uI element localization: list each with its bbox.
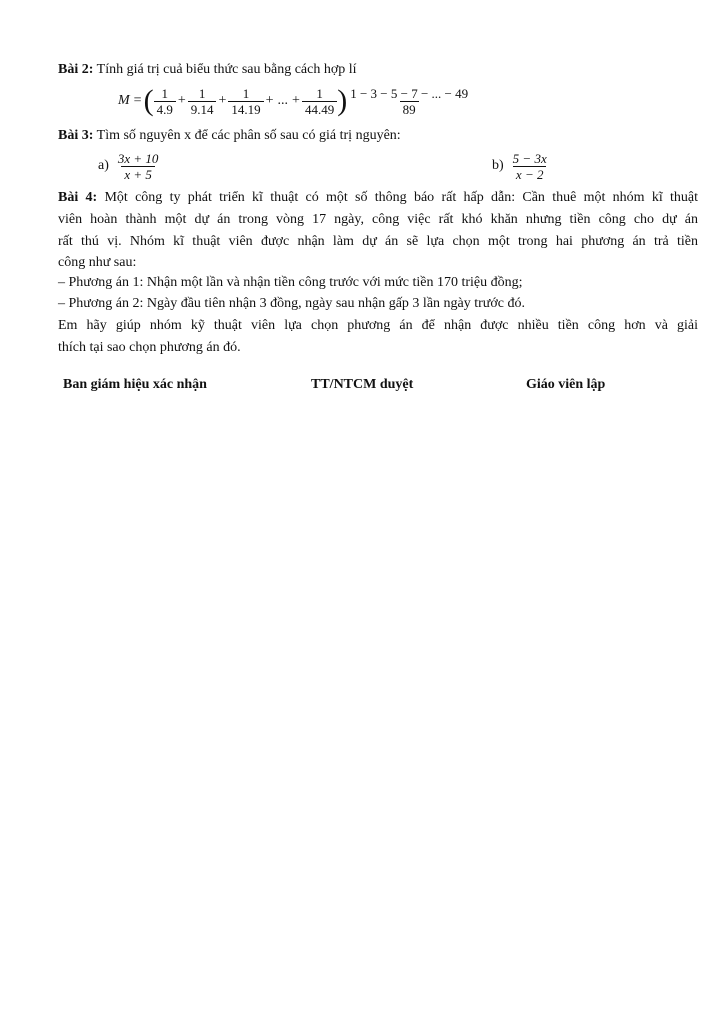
bai2-heading xyxy=(58,61,698,79)
fraction-3: $\frac{1}{14.19}$ xyxy=(228,86,263,117)
bai4-line-2: viên hoàn thành một dự án trong vòng 17 ngày, công việc rất khó khăn nhưng tiền công cho dự án xyxy=(58,212,698,227)
bai2-expression xyxy=(116,80,725,122)
plus-sign: + xyxy=(265,93,274,108)
bai3-label: Bài 3: xyxy=(58,128,94,143)
part-a-label: a) xyxy=(98,158,109,173)
bai4-line-8: thích tại sao chọn phương án đó. xyxy=(58,340,241,355)
bai3-part-b xyxy=(492,148,550,184)
bai4-option-1: – Phương án 1: Nhận một lần và nhận tiền công trước với mức tiền 170 triệu đồng; xyxy=(58,275,523,290)
signature-principal: Ban giám hiệu xác nhận xyxy=(63,377,207,392)
bai2-label: Bài 2: xyxy=(58,62,94,77)
plus-sign: + xyxy=(177,93,186,108)
bai4-line-4: công như sau: xyxy=(58,255,137,270)
m-variable: M xyxy=(118,93,130,108)
part-a-fraction: $\frac{3x + 10}{x + 5}$ xyxy=(117,150,159,182)
fraction-1: $\frac{1}{4.9}$ xyxy=(154,86,176,117)
bai3-heading xyxy=(58,127,698,145)
bai3-text: Tìm số nguyên x để các phân số sau có giá trị nguyên: xyxy=(93,128,401,143)
bai4-line-1 xyxy=(58,189,698,207)
equals-sign: = xyxy=(133,93,142,108)
bai4-text-1: Một công ty phát triển kĩ thuật có một số thông báo rất hấp dẫn: Cần thuê một nhóm kĩ thuật xyxy=(97,190,698,205)
fraction-2: $\frac{1}{9.14}$ xyxy=(188,86,217,117)
bai4-line-7: Em hãy giúp nhóm kỹ thuật viên lựa chọn phương án để nhận được nhiều tiền công hơn và giải xyxy=(58,318,698,333)
right-paren: ) xyxy=(337,84,348,117)
signature-department-head: TT/NTCM duyệt xyxy=(311,377,414,392)
bai4-line-3: rất thú vị. Nhóm kĩ thuật viên được nhận làm dự án sẽ lựa chọn một trong hai phương án trả tiền xyxy=(58,234,698,249)
plus-sign: + xyxy=(218,93,227,108)
part-b-label: b) xyxy=(492,158,504,173)
plus-sign: + xyxy=(292,93,300,108)
big-fraction: $\frac{1 - 3 - 5 - 7 - ... - 49}{89}$ xyxy=(350,85,469,117)
left-paren: ( xyxy=(143,84,154,117)
ellipsis: ... xyxy=(277,93,289,108)
bai2-text: Tính giá trị cuả biểu thức sau bằng cách hợp lí xyxy=(93,62,357,77)
fraction-4: $\frac{1}{44.49}$ xyxy=(302,86,337,117)
bai4-label: Bài 4: xyxy=(58,190,98,205)
signature-teacher: Giáo viên lập xyxy=(526,377,606,392)
bai3-part-a xyxy=(98,148,161,184)
part-b-fraction: $\frac{5 - 3x}{x - 2}$ xyxy=(512,150,547,182)
bai4-option-2: – Phương án 2: Ngày đầu tiên nhận 3 đồng, ngày sau nhận gấp 3 lần ngày trước đó. xyxy=(58,296,526,311)
